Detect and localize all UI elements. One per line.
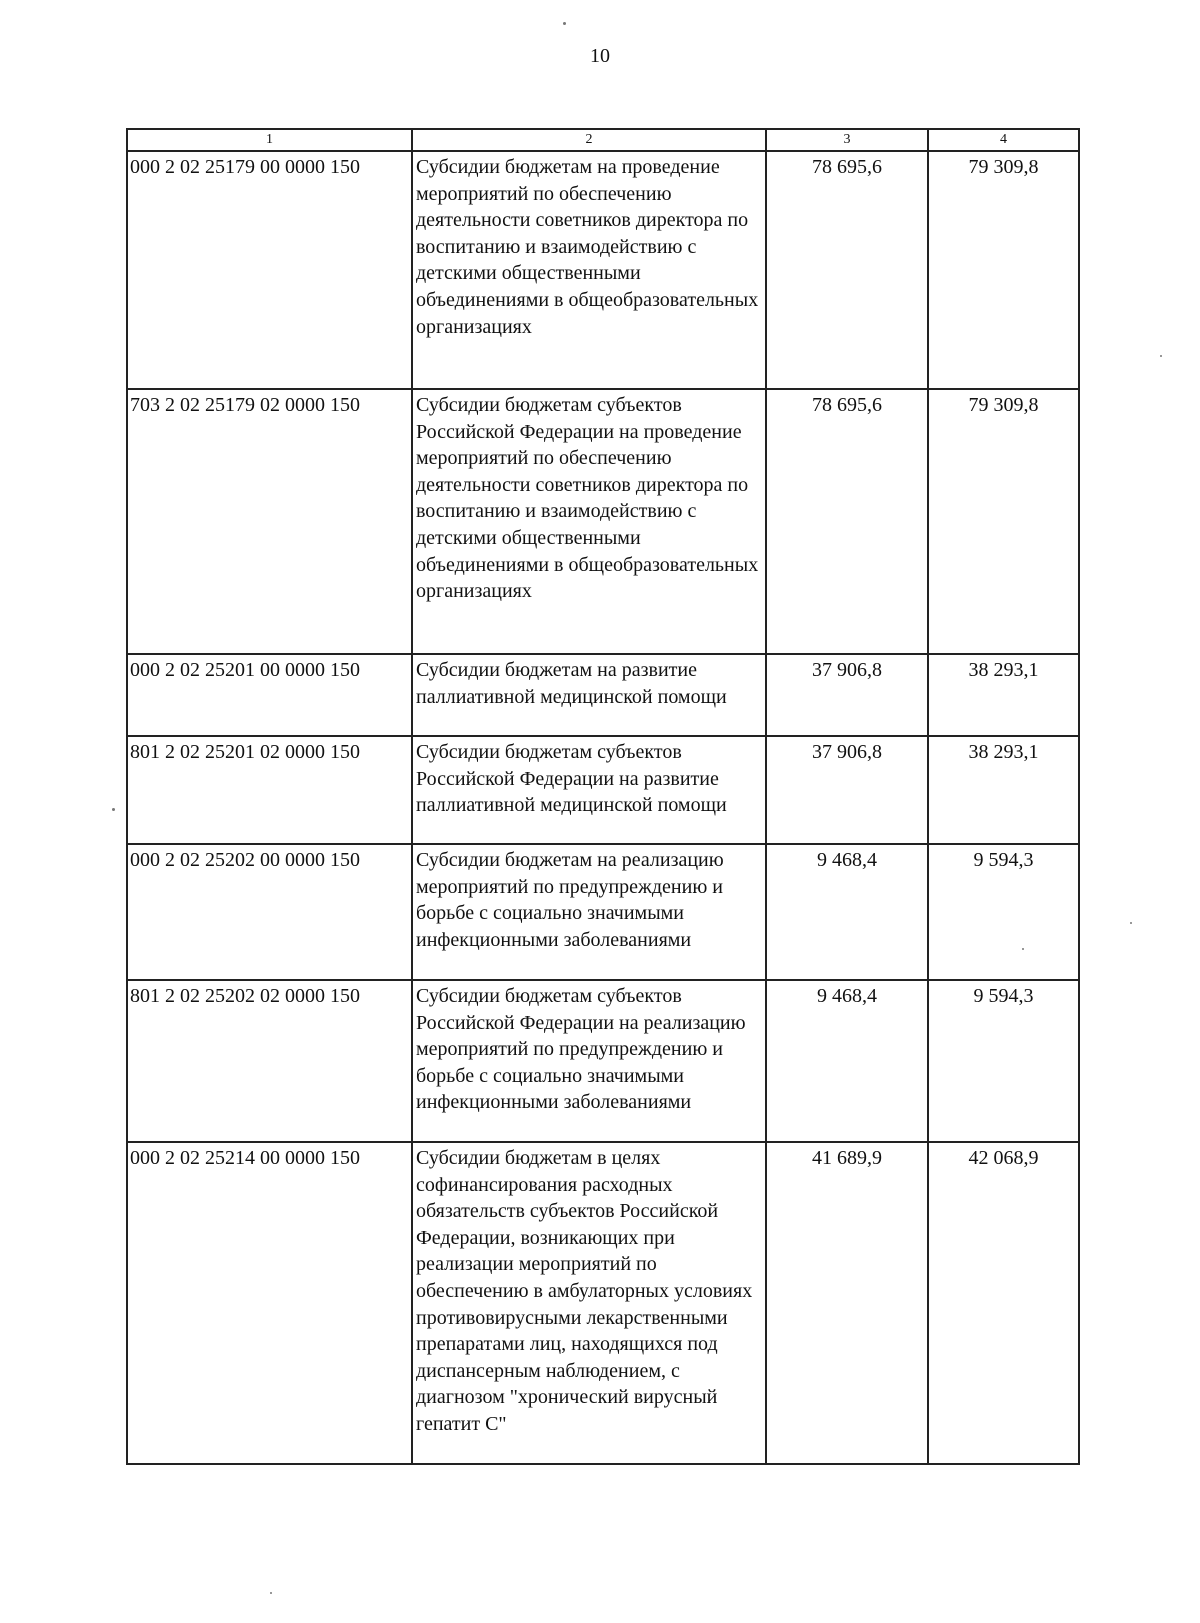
- scan-speck: [563, 22, 566, 25]
- amount-col4-cell: 9 594,3: [928, 980, 1079, 1142]
- budget-code-cell: 000 2 02 25202 00 0000 150: [127, 844, 412, 980]
- table-row: [127, 151, 1079, 389]
- table-row: [127, 1142, 1079, 1464]
- amount-col3-cell: 41 689,9: [766, 1142, 928, 1464]
- column-header-1: 1: [127, 129, 412, 151]
- table-row: [127, 980, 1079, 1142]
- scan-speck: [1160, 355, 1162, 357]
- budget-code-cell: 703 2 02 25179 02 0000 150: [127, 389, 412, 654]
- table-row: [127, 389, 1079, 654]
- table-body: [127, 151, 1079, 1464]
- scan-speck: [1130, 922, 1132, 924]
- table-row: [127, 736, 1079, 844]
- income-name-cell: Субсидии бюджетам субъектов Российской Федерации на развитие паллиативной медицинской помощи: [412, 736, 766, 844]
- budget-code-cell: 000 2 02 25201 00 0000 150: [127, 654, 412, 736]
- budget-table: [126, 128, 1080, 1465]
- income-name-cell: Субсидии бюджетам на развитие паллиативной медицинской помощи: [412, 654, 766, 736]
- amount-col4-cell: 79 309,8: [928, 151, 1079, 389]
- amount-col4-cell: 38 293,1: [928, 654, 1079, 736]
- column-header-3: 3: [766, 129, 928, 151]
- amount-col4-cell: 9 594,3: [928, 844, 1079, 980]
- header-row: [127, 129, 1079, 151]
- amount-col3-cell: 78 695,6: [766, 151, 928, 389]
- scan-speck: [270, 1592, 272, 1594]
- income-name-cell: Субсидии бюджетам на реализацию мероприятий по предупреждению и борьбе с социально значимыми инфекционными заболеваниями: [412, 844, 766, 980]
- budget-code-cell: 801 2 02 25201 02 0000 150: [127, 736, 412, 844]
- budget-code-cell: 801 2 02 25202 02 0000 150: [127, 980, 412, 1142]
- scan-speck: [1022, 948, 1024, 950]
- amount-col4-cell: 79 309,8: [928, 389, 1079, 654]
- amount-col4-cell: 38 293,1: [928, 736, 1079, 844]
- page-number: 10: [590, 45, 610, 67]
- income-name-cell: Субсидии бюджетам на проведение мероприятий по обеспечению деятельности советников директора по воспитанию и взаимодействию с детскими общественными объединениями в общеобразовательных организациях: [412, 151, 766, 389]
- table-header: [127, 129, 1079, 151]
- amount-col3-cell: 37 906,8: [766, 736, 928, 844]
- amount-col3-cell: 9 468,4: [766, 980, 928, 1142]
- income-name-cell: Субсидии бюджетам субъектов Российской Федерации на проведение мероприятий по обеспечению деятельности советников директора по воспитанию и взаимодействию с детскими общественными объединениями в общеобразовательных организациях: [412, 389, 766, 654]
- column-header-2: 2: [412, 129, 766, 151]
- amount-col4-cell: 42 068,9: [928, 1142, 1079, 1464]
- amount-col3-cell: 9 468,4: [766, 844, 928, 980]
- amount-col3-cell: 37 906,8: [766, 654, 928, 736]
- budget-code-cell: 000 2 02 25214 00 0000 150: [127, 1142, 412, 1464]
- amount-col3-cell: 78 695,6: [766, 389, 928, 654]
- income-name-cell: Субсидии бюджетам в целях софинансирования расходных обязательств субъектов Российской Федерации, возникающих при реализации мероприятий по обеспечению в амбулаторных условиях противовирусными лекарственными препаратами лиц, находящихся под диспансерным наблюдением, с диагнозом "хронический вирусный гепатит С": [412, 1142, 766, 1464]
- budget-code-cell: 000 2 02 25179 00 0000 150: [127, 151, 412, 389]
- table-row: [127, 844, 1079, 980]
- column-header-4: 4: [928, 129, 1079, 151]
- table-row: [127, 654, 1079, 736]
- scan-speck: [112, 808, 115, 811]
- income-name-cell: Субсидии бюджетам субъектов Российской Федерации на реализацию мероприятий по предупреждению и борьбе с социально значимыми инфекционными заболеваниями: [412, 980, 766, 1142]
